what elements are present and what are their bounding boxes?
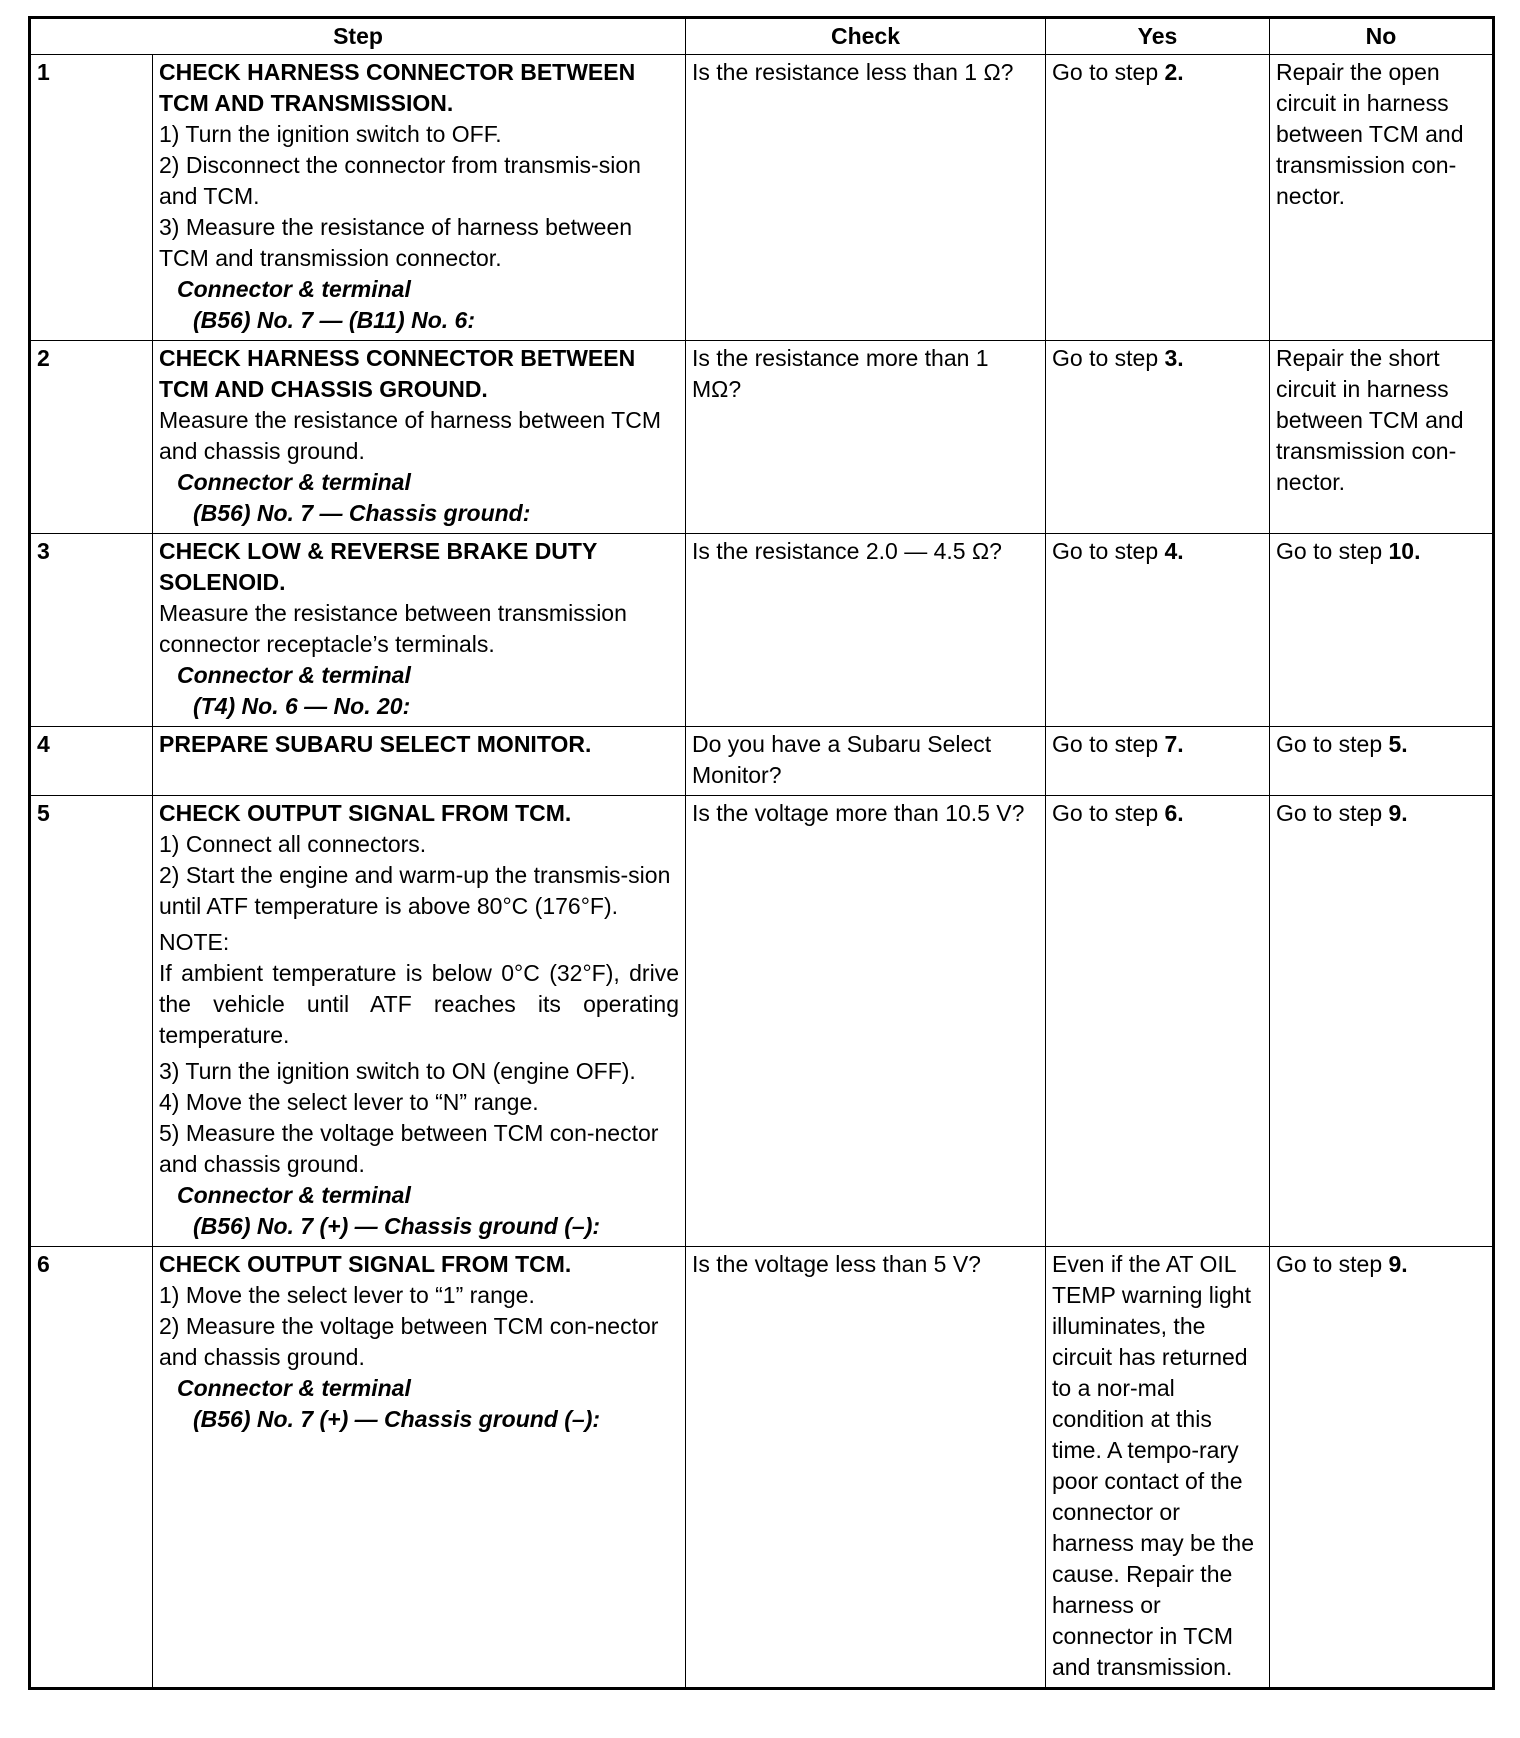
step-title: CHECK HARNESS CONNECTOR BETWEEN TCM AND TRANSMISSION. [159, 59, 636, 116]
yes-cell [1046, 727, 1270, 796]
yes-prefix: Go to step [1052, 731, 1165, 757]
step-title: CHECK OUTPUT SIGNAL FROM TCM. [159, 800, 572, 826]
connector-label: Connector & terminal [177, 662, 411, 688]
yes-prefix: Go to step [1052, 59, 1165, 85]
table-row [30, 727, 1494, 796]
step-number: 3 [30, 534, 153, 727]
step-instruction: 1) Connect all connectors. [159, 831, 427, 857]
table-row [30, 796, 1494, 1247]
check-cell: Is the resistance 2.0 — 4.5 Ω? [686, 534, 1046, 727]
step-instruction: 1) Turn the ignition switch to OFF. [159, 121, 502, 147]
connector-label: Connector & terminal [177, 1182, 411, 1208]
connector-label: Connector & terminal [177, 469, 411, 495]
yes-step-ref: 6. [1164, 800, 1184, 826]
yes-prefix: Go to step [1052, 538, 1165, 564]
connector-terminal: (B56) No. 7 — (B11) No. 6: [193, 307, 475, 333]
step-cell [153, 796, 686, 1247]
step-instruction: 2) Measure the voltage between TCM con-nector and chassis ground. [159, 1313, 659, 1370]
no-step-ref: 9. [1388, 800, 1408, 826]
connector-terminal: (T4) No. 6 — No. 20: [193, 693, 411, 719]
step-instruction: 4) Move the select lever to “N” range. [159, 1089, 539, 1115]
step-instruction: 3) Measure the resistance of harness between TCM and transmission connector. [159, 214, 633, 271]
step-instruction: 2) Start the engine and warm-up the transmis-sion until ATF temperature is above 80°C (176°F). [159, 862, 671, 919]
no-prefix: Go to step [1276, 731, 1389, 757]
header-check: Check [686, 18, 1046, 55]
step-title: CHECK HARNESS CONNECTOR BETWEEN TCM AND CHASSIS GROUND. [159, 345, 636, 402]
diagnosis-table [28, 16, 1495, 1690]
connector-terminal: (B56) No. 7 (+) — Chassis ground (–): [193, 1406, 601, 1432]
table-row [30, 341, 1494, 534]
table-row [30, 55, 1494, 341]
note-label: NOTE: [159, 929, 230, 955]
no-step-ref: 10. [1388, 538, 1421, 564]
no-step-ref: 9. [1388, 1251, 1408, 1277]
yes-prefix: Go to step [1052, 345, 1165, 371]
step-instruction: 2) Disconnect the connector from transmis-sion and TCM. [159, 152, 641, 209]
step-title: CHECK OUTPUT SIGNAL FROM TCM. [159, 1251, 572, 1277]
step-cell [153, 55, 686, 341]
no-cell [1270, 727, 1494, 796]
yes-step-ref: 4. [1164, 538, 1184, 564]
yes-step-ref: 2. [1164, 59, 1184, 85]
header-step: Step [30, 18, 686, 55]
no-cell [1270, 796, 1494, 1247]
step-instruction: 1) Move the select lever to “1” range. [159, 1282, 535, 1308]
connector-label: Connector & terminal [177, 1375, 411, 1401]
step-instruction: 3) Turn the ignition switch to ON (engine OFF). [159, 1058, 636, 1084]
no-cell [1270, 534, 1494, 727]
header-no: No [1270, 18, 1494, 55]
step-title: CHECK LOW & REVERSE BRAKE DUTY SOLENOID. [159, 538, 597, 595]
step-number: 6 [30, 1247, 153, 1689]
table-header-row [30, 18, 1494, 55]
no-cell: Repair the short circuit in harness between TCM and transmission con-nector. [1270, 341, 1494, 534]
header-yes: Yes [1046, 18, 1270, 55]
step-instruction: Measure the resistance of harness between TCM and chassis ground. [159, 407, 661, 464]
table-row [30, 1247, 1494, 1689]
connector-terminal: (B56) No. 7 — Chassis ground: [193, 500, 531, 526]
yes-cell [1046, 55, 1270, 341]
check-cell: Is the resistance more than 1 MΩ? [686, 341, 1046, 534]
step-number: 2 [30, 341, 153, 534]
check-cell: Do you have a Subaru Select Monitor? [686, 727, 1046, 796]
yes-step-ref: 7. [1164, 731, 1184, 757]
no-prefix: Go to step [1276, 1251, 1389, 1277]
no-prefix: Go to step [1276, 800, 1389, 826]
table-row [30, 534, 1494, 727]
connector-terminal: (B56) No. 7 (+) — Chassis ground (–): [193, 1213, 601, 1239]
step-instruction: 5) Measure the voltage between TCM con-nector and chassis ground. [159, 1120, 659, 1177]
no-step-ref: 5. [1388, 731, 1408, 757]
step-cell [153, 727, 686, 796]
check-cell: Is the voltage less than 5 V? [686, 1247, 1046, 1689]
step-number: 1 [30, 55, 153, 341]
step-cell [153, 534, 686, 727]
yes-cell [1046, 534, 1270, 727]
check-cell: Is the resistance less than 1 Ω? [686, 55, 1046, 341]
note-text: If ambient temperature is below 0°C (32°F), drive the vehicle until ATF reaches its operating temperature. [159, 960, 679, 1048]
no-cell: Repair the open circuit in harness between TCM and transmission con-nector. [1270, 55, 1494, 341]
yes-step-ref: 3. [1164, 345, 1184, 371]
yes-cell [1046, 341, 1270, 534]
connector-label: Connector & terminal [177, 276, 411, 302]
step-instruction: Measure the resistance between transmission connector receptacle’s terminals. [159, 600, 627, 657]
step-title: PREPARE SUBARU SELECT MONITOR. [159, 731, 592, 757]
yes-cell: Even if the AT OIL TEMP warning light illuminates, the circuit has returned to a nor-mal condition at this time. A tempo-rary poor contact of the connector or harness may be the cause. Repair the harness or connector in TCM and transmission. [1046, 1247, 1270, 1689]
yes-cell [1046, 796, 1270, 1247]
step-number: 5 [30, 796, 153, 1247]
no-cell [1270, 1247, 1494, 1689]
yes-prefix: Go to step [1052, 800, 1165, 826]
check-cell: Is the voltage more than 10.5 V? [686, 796, 1046, 1247]
no-prefix: Go to step [1276, 538, 1389, 564]
step-cell [153, 1247, 686, 1689]
step-cell [153, 341, 686, 534]
step-number: 4 [30, 727, 153, 796]
